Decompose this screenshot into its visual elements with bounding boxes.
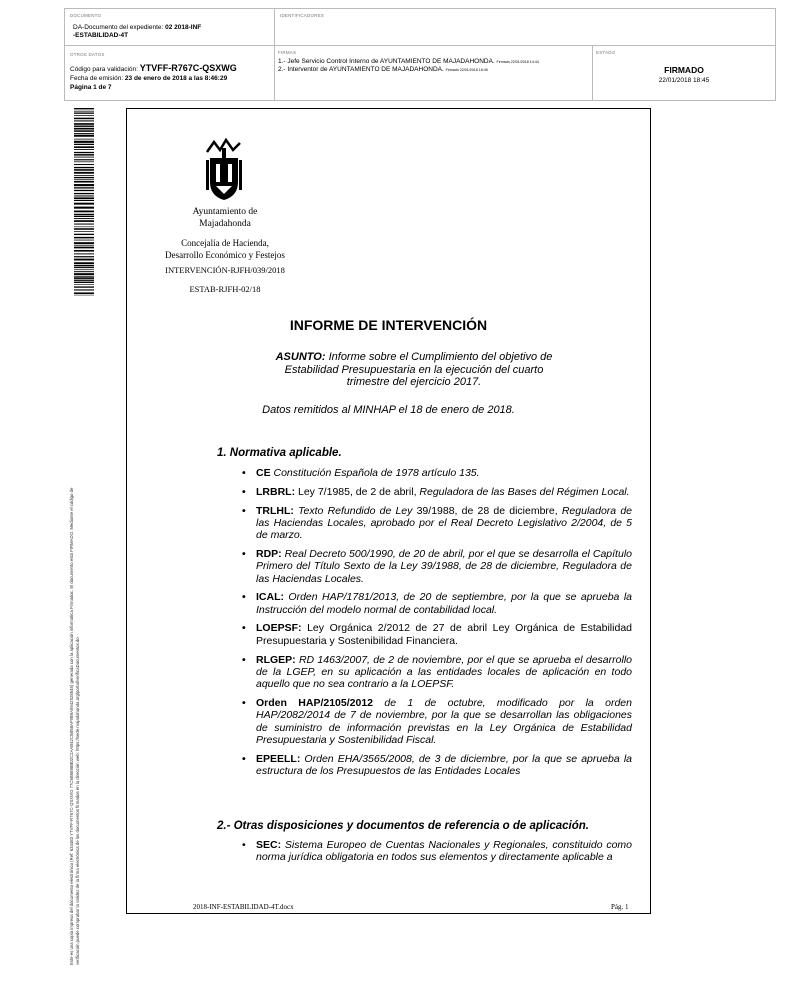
- list-item: [240, 548, 632, 585]
- barcode-bar: [74, 271, 94, 272]
- bullet-icon: •: [242, 467, 246, 479]
- barcode-bar: [74, 157, 94, 158]
- barcode-bar: [74, 179, 94, 180]
- law-description: Real Decreto 500/1990, de 20 de abril, por el que se desarrolla el Capítulo Primero del Título Sexto de la Ley 39/1988, de 28 de diciembre, Reguladora de las Haciendas Locales.: [256, 547, 632, 585]
- barcode-bar: [74, 259, 94, 260]
- documento-cell: [65, 9, 275, 46]
- barcode-bar: [74, 245, 94, 246]
- barcode-bar: [74, 128, 94, 130]
- department-name: Concejalía de Hacienda, Desarrollo Económico y Festejos: [165, 238, 285, 260]
- law-abbreviation: EPEELL:: [256, 752, 301, 765]
- barcode-bar: [74, 250, 94, 252]
- firmas-cell: [275, 46, 593, 100]
- barcode-bar: [74, 144, 94, 145]
- barcode-bar: [74, 126, 94, 127]
- estado-cell: [593, 46, 775, 100]
- barcode-bar: [74, 167, 94, 168]
- barcode-bar: [74, 289, 94, 290]
- barcode-bar: [74, 123, 94, 125]
- law-description: 39/1988, de 28 de diciembre,: [416, 504, 562, 517]
- issue-date: Fecha de emisión: 23 de enero de 2018 a las 8:46:29: [70, 75, 228, 82]
- barcode-bar: [74, 267, 94, 268]
- section-heading-otras: 2.- Otras disposiciones y documentos de referencia o de aplicación.: [217, 820, 589, 832]
- status-date: 22/01/2018 18:45: [658, 77, 710, 84]
- barcode-bar: [74, 284, 94, 285]
- barcode-bar: [74, 193, 94, 194]
- barcode-bar: [74, 207, 94, 209]
- identificadores-cell: [275, 9, 775, 46]
- law-abbreviation: RDP:: [256, 547, 282, 560]
- barcode-bar: [74, 111, 94, 112]
- list-item: [240, 467, 632, 479]
- law-abbreviation: SEC:: [256, 839, 282, 851]
- barcode-bar: [74, 113, 94, 114]
- barcode-bar: [74, 159, 94, 160]
- barcode-bar: [74, 197, 94, 199]
- barcode-bar: [74, 262, 94, 264]
- bullet-icon: •: [242, 547, 246, 560]
- otras-list: [240, 839, 632, 864]
- barcode-bar: [74, 292, 94, 294]
- barcode-bar: [74, 228, 94, 230]
- law-abbreviation: RLGEP:: [256, 653, 296, 666]
- bullet-icon: •: [242, 622, 246, 635]
- barcode-bar: [74, 237, 94, 239]
- law-abbreviation: LRBRL:: [256, 485, 296, 498]
- law-description: Orden HAP/1781/2013, de 20 de septiembre, por la que se aprueba la Instrucción del modelo normal de contabilidad local.: [256, 591, 632, 616]
- law-abbreviation: CE: [256, 467, 271, 479]
- bullet-icon: •: [242, 839, 246, 851]
- list-item: [240, 697, 632, 746]
- barcode-bar: [74, 135, 94, 137]
- validation-code: Código para validación: YTVFF-R767C-QSXWG: [70, 63, 237, 73]
- list-item: [240, 839, 632, 864]
- barcode-bar: [74, 149, 94, 150]
- subject-paragraph: ASUNTO: Informe sobre el Cumplimiento del objetivo de Estabilidad Presupuestaria en la ejecución del cuarto trimestre del ejercicio 2017.: [275, 351, 553, 388]
- document-header-table: [64, 8, 776, 101]
- barcode-bar: [74, 141, 94, 143]
- barcode-bar: [74, 154, 94, 155]
- barcode-bar: [74, 214, 94, 215]
- barcode-bar: [74, 280, 94, 281]
- bullet-icon: •: [242, 485, 246, 498]
- otros-datos-cell: [65, 46, 275, 100]
- bullet-icon: •: [242, 696, 246, 709]
- barcode-bar: [74, 265, 94, 266]
- barcode-bar: [74, 231, 94, 232]
- submission-note: Datos remitidos al MINHAP el 18 de enero de 2018.: [262, 404, 515, 416]
- barcode-bar: [74, 195, 94, 196]
- barcode-bar: [74, 133, 94, 134]
- barcode-bar: [74, 181, 94, 183]
- barcode-bar: [74, 216, 94, 217]
- list-item: [240, 753, 632, 778]
- law-description: Sistema Europeo de Cuentas Nacionales y Regionales, constituido como norma jurídica obligatoria en todos sus elementos y directamente aplicable a: [256, 839, 632, 864]
- bullet-icon: •: [242, 653, 246, 666]
- law-description: Texto Refundido de Ley: [293, 504, 417, 517]
- barcode-bar: [74, 218, 94, 219]
- barcode-bar: [74, 253, 94, 254]
- barcode-bar: [74, 276, 94, 277]
- law-abbreviation: ICAL:: [256, 591, 284, 604]
- barcode-bar: [74, 282, 94, 283]
- barcode-bar: [74, 258, 94, 259]
- firmas-label: FIRMAS: [278, 50, 297, 55]
- barcode-bar: [74, 242, 94, 244]
- barcode-bar: [74, 240, 94, 241]
- barcode-bar: [74, 273, 94, 275]
- barcode-bar: [74, 227, 94, 228]
- law-description: Ley Orgánica 2/2012 de 27 de abril Ley Orgánica de Estabilidad Presupuestaria y Sostenibilidad Financiera.: [256, 622, 632, 647]
- bullet-icon: •: [242, 752, 246, 765]
- municipality-name: Ayuntamiento de Majadahonda: [192, 207, 258, 229]
- barcode-bar: [74, 247, 94, 249]
- barcode-bar: [74, 120, 94, 121]
- law-description: Constitución Española de 1978 artículo 135.: [270, 467, 480, 479]
- list-item: [240, 591, 632, 616]
- documento-label: DOCUMENTO: [70, 13, 102, 18]
- barcode-bar: [74, 220, 94, 222]
- barcode-bar: [74, 256, 94, 257]
- law-description: Ley 7/1985, de 2 de abril,: [295, 485, 420, 498]
- barcode-bar: [74, 277, 94, 279]
- footer-filename: 2018-INF-ESTABILIDAD-4T.docx: [193, 903, 294, 911]
- barcode-bar: [74, 224, 94, 225]
- list-item: [240, 622, 632, 647]
- bullet-icon: •: [242, 504, 246, 517]
- law-description: Reguladora de las Bases del Régimen Local.: [419, 485, 630, 498]
- otros-datos-label: OTROS DATOS: [70, 52, 105, 57]
- reference-code: ESTAB-RJFH-02/18: [189, 284, 261, 294]
- barcode-bar: [74, 146, 94, 148]
- identificadores-label: IDENTIFICADORES: [280, 13, 325, 18]
- normativa-list: [240, 467, 632, 784]
- law-abbreviation: LOEPSF:: [256, 622, 302, 635]
- law-description: Reguladora de las Haciendas Locales, aprobado por el Real Decreto Legislativo 2/2004, de 5 de marzo.: [256, 504, 632, 542]
- list-item: [240, 654, 632, 691]
- status-badge: FIRMADO: [664, 65, 704, 75]
- barcode-bar: [74, 286, 94, 287]
- barcode-bar: [74, 161, 94, 162]
- documento-value: DA-Documento del expediente: 02 2018-INF -ESTABILIDAD-4T: [73, 24, 202, 39]
- reference-number: INTERVENCIÓN-RJFH/039/2018: [165, 265, 285, 275]
- law-abbreviation: TRLHL:: [256, 504, 294, 517]
- barcode-bar: [74, 108, 94, 109]
- footer-page-number: Pág. 1: [611, 903, 629, 911]
- list-item: [240, 486, 632, 498]
- bullet-icon: •: [242, 591, 246, 604]
- signatures-list: 1.- Jefe Servicio Control Interno de AYUNTAMIENTO DE MAJADAHONDA. Firmado 22/01/2018 14:44 2.- Interventor de AYUNTAMIENTO DE MAJADAHONDA. Firmado 22/01/2018 18:45: [278, 58, 539, 73]
- barcode-bar: [74, 177, 94, 178]
- barcode-bar: [74, 187, 94, 188]
- law-description: Orden EHA/3565/2008, de 3 de diciembre, por la que se aprueba la estructura de los Presupuestos de las Entidades Locales: [256, 752, 632, 777]
- side-verification-text: Este es una copia impresa del documento electrónico (Ref: 634483 YTVFF-R767C-QSXWG 77C6B5898B02C2AAB42C5B58AF9B9A5942528545) generada con la aplicación informática Firmadoc. El documento está FIRMADO. Mediante el código de verificación puede comprobar la validez de la firma electrónica de los documentos firmados en la dirección web: https://sede.majadahonda.org/portal/verificaDocumentos.do: [69, 487, 80, 965]
- barcode-bar: [74, 190, 94, 191]
- law-description: de 1 de octubre, modificado por la orden HAP/2082/2014 de 7 de noviembre, por la que se desarrollan las obligaciones de suministro de información previstas en la Ley Orgánica de Estabilidad Presupuestaria y Sostenibilidad Fiscal.: [256, 696, 632, 746]
- barcode-bar: [74, 164, 94, 165]
- law-description: RD 1463/2007, de 2 de noviembre, por el que se aprueba el desarrollo de la LGEP, en su aplicación a las entidades locales de aplicación en todo aquello que no sea contrario a la LOEPSF.: [256, 653, 632, 691]
- barcode-bar: [74, 115, 94, 116]
- barcode-bar: [74, 175, 94, 176]
- barcode-bar: [74, 234, 94, 235]
- barcode-bar: [74, 169, 94, 171]
- barcode-bar: [74, 200, 94, 201]
- barcode-bar: [74, 152, 94, 153]
- section-heading-normativa: 1. Normativa aplicable.: [217, 447, 342, 459]
- estado-label: ESTADO: [596, 50, 616, 55]
- barcode-image: [74, 108, 94, 296]
- list-item: [240, 505, 632, 542]
- majadahonda-coat-of-arms-icon: [204, 138, 244, 202]
- barcode-bar: [74, 139, 94, 140]
- barcode-bar: [74, 184, 94, 186]
- barcode-bar: [74, 172, 94, 174]
- barcode-bar: [74, 269, 94, 270]
- page-title: INFORME DE INTERVENCIÓN: [289, 317, 488, 333]
- barcode-bar: [74, 203, 94, 205]
- law-abbreviation: Orden HAP/2105/2012: [256, 696, 373, 709]
- barcode-bar: [74, 210, 94, 212]
- page-count: Página 1 de 7: [70, 84, 112, 91]
- barcode-bar: [74, 118, 94, 120]
- barcode-bar: [74, 130, 94, 132]
